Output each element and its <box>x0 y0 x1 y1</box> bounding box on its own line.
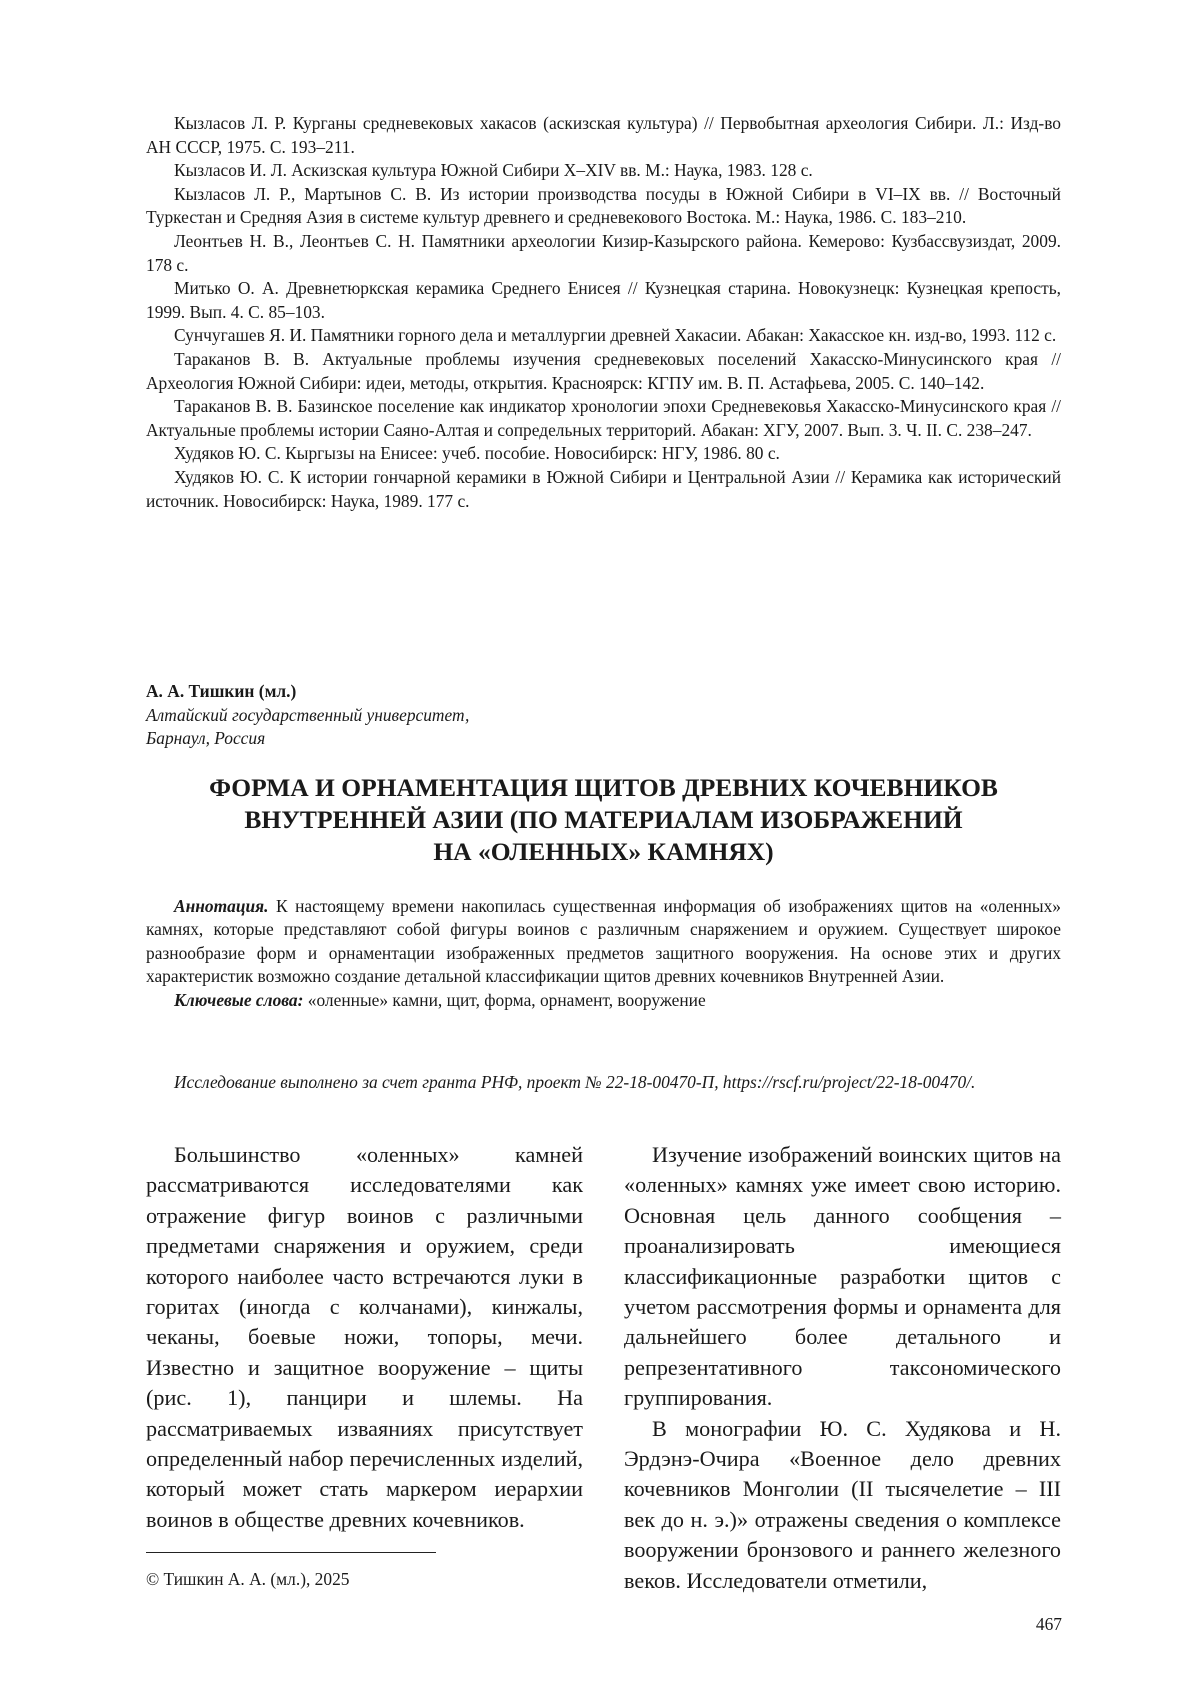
reference-item: Худяков Ю. С. Кыргызы на Енисее: учеб. пособие. Новосибирск: НГУ, 1986. 80 с. <box>174 443 780 464</box>
body-paragraph: Изучение изображений воинских щитов на «оленных» камнях уже имеет свою историю. Основная цель данного сообщения – проанализировать имеющиеся классификационные разработки щитов с учетом рассмотрения формы и орнамента для дальнейшего более детального и репрезентативного таксономического группирования. <box>624 1142 1061 1411</box>
reference-item: Кызласов И. Л. Аскизская культура Южной Сибири X–XIV вв. М.: Наука, 1983. 128 с. <box>174 160 813 181</box>
body-paragraph: В монографии Ю. С. Худякова и Н. Эрдэнэ-Очира «Военное дело древних кочевников Монголии (II тысячелетие – III век до н. э.)» отражены сведения о комплексе вооружении бронзового и раннего железного веков. Исследователи отметили, <box>624 1415 1061 1593</box>
reference-item: Кызласов Л. Р., Мартынов С. В. Из истории производства посуды в Южной Сибири в VI–IX вв. // Восточный Туркестан и Средняя Азия в системе культур древнего и средневекового Востока. М.: Наука, 1986. С. 183–210. <box>146 183 1061 228</box>
reference-item: Сунчугашев Я. И. Памятники горного дела и металлургии древней Хакасии. Абакан: Хакасское кн. изд-во, 1993. 112 с. <box>174 325 1057 346</box>
reference-item: Тараканов В. В. Актуальные проблемы изучения средневековых поселений Хакасско-Минусинского края // Археология Южной Сибири: идеи, методы, открытия. Красноярск: КГПУ им. В. П. Астафьева, 2005. С. 140–142. <box>146 348 1061 393</box>
body-paragraph: Большинство «оленных» камней рассматриваются исследователями как отражение фигур воинов с различными предметами снаряжения и оружием, среди которого наиболее часто встречаются луки в горитах (иногда с колчанами), кинжалы, чеканы, боевые ножи, топоры, мечи. Известно и защитное вооружение – щиты (рис. 1), панцири и шлемы. На рассматриваемых изваяниях присутствует определенный набор перечисленных изделий, который может стать маркером иерархии воинов в обществе древних кочевников. <box>146 1142 583 1532</box>
title-line: ФОРМА И ОРНАМЕНТАЦИЯ ЩИТОВ ДРЕВНИХ КОЧЕВНИКОВ <box>209 773 998 802</box>
abstract-label: Аннотация. <box>174 896 269 916</box>
footnote-divider <box>146 1552 436 1553</box>
keywords-text: «оленные» камни, щит, форма, орнамент, вооружение <box>303 989 706 1010</box>
keywords-paragraph <box>146 989 1061 1012</box>
copyright-footnote: © Тишкин А. А. (мл.), 2025 <box>146 1569 350 1589</box>
reference-item: Кызласов Л. Р. Курганы средневековых хакасов (аскизская культура) // Первобытная археология Сибири. Л.: Изд-во АН СССР, 1975. С. 193–211. <box>146 113 1061 157</box>
body-column-right <box>624 1140 1061 1596</box>
page-number: 467 <box>1035 1614 1062 1634</box>
author-name: А. А. Тишкин (мл.) <box>146 681 297 701</box>
grant-note: Исследование выполнено за счет гранта РНФ, проект № 22-18-00470-П, https://rscf.ru/project/22-18-00470/. <box>174 1072 976 1092</box>
author-location: Барнаул, Россия <box>146 728 266 748</box>
references-list <box>146 112 1061 513</box>
reference-item: Леонтьев Н. В., Леонтьев С. Н. Памятники археологии Кизир-Казырского района. Кемерово: Кузбассвузиздат, 2009. 178 с. <box>146 230 1061 275</box>
reference-item: Тараканов В. В. Базинское поселение как индикатор хронологии эпохи Средневековья Хакасско-Минусинского края // Актуальные проблемы истории Саяно-Алтая и сопредельных территорий. Абакан: ХГУ, 2007. Вып. 3. Ч. II. С. 238–247. <box>146 396 1061 440</box>
keywords-label: Ключевые слова: <box>174 989 304 1010</box>
reference-item: Митько О. А. Древнетюркская керамика Среднего Енисея // Кузнецкая старина. Новокузнецк: Кузнецкая крепость, 1999. Вып. 4. С. 85–103. <box>146 278 1061 322</box>
abstract <box>146 895 1061 1012</box>
body-column-left <box>146 1140 583 1535</box>
abstract-paragraph <box>146 895 1061 989</box>
title-line: ВНУТРЕННЕЙ АЗИИ (ПО МАТЕРИАЛАМ ИЗОБРАЖЕНИЙ <box>244 805 963 834</box>
abstract-text: К настоящему времени накопилась существенная информация об изображениях щитов на «оленных» камнях, которые представляют собой фигуры воинов с различным снаряжением и оружием. Существует широкое разнообразие форм и орнаментации изображенных предметов защитного вооружения. На основе этих и других характеристик возможно создание детальной классификации щитов древних кочевников Внутренней Азии. <box>146 896 1061 987</box>
reference-item: Худяков Ю. С. К истории гончарной керамики в Южной Сибири и Центральной Азии // Керамика как исторический источник. Новосибирск: Наука, 1989. 177 с. <box>146 466 1061 511</box>
author-affiliation: Алтайский государственный университет, <box>146 704 470 725</box>
title-line: НА «ОЛЕННЫХ» КАМНЯХ) <box>433 837 774 866</box>
article-title <box>146 772 1061 868</box>
author-block <box>146 680 1061 751</box>
